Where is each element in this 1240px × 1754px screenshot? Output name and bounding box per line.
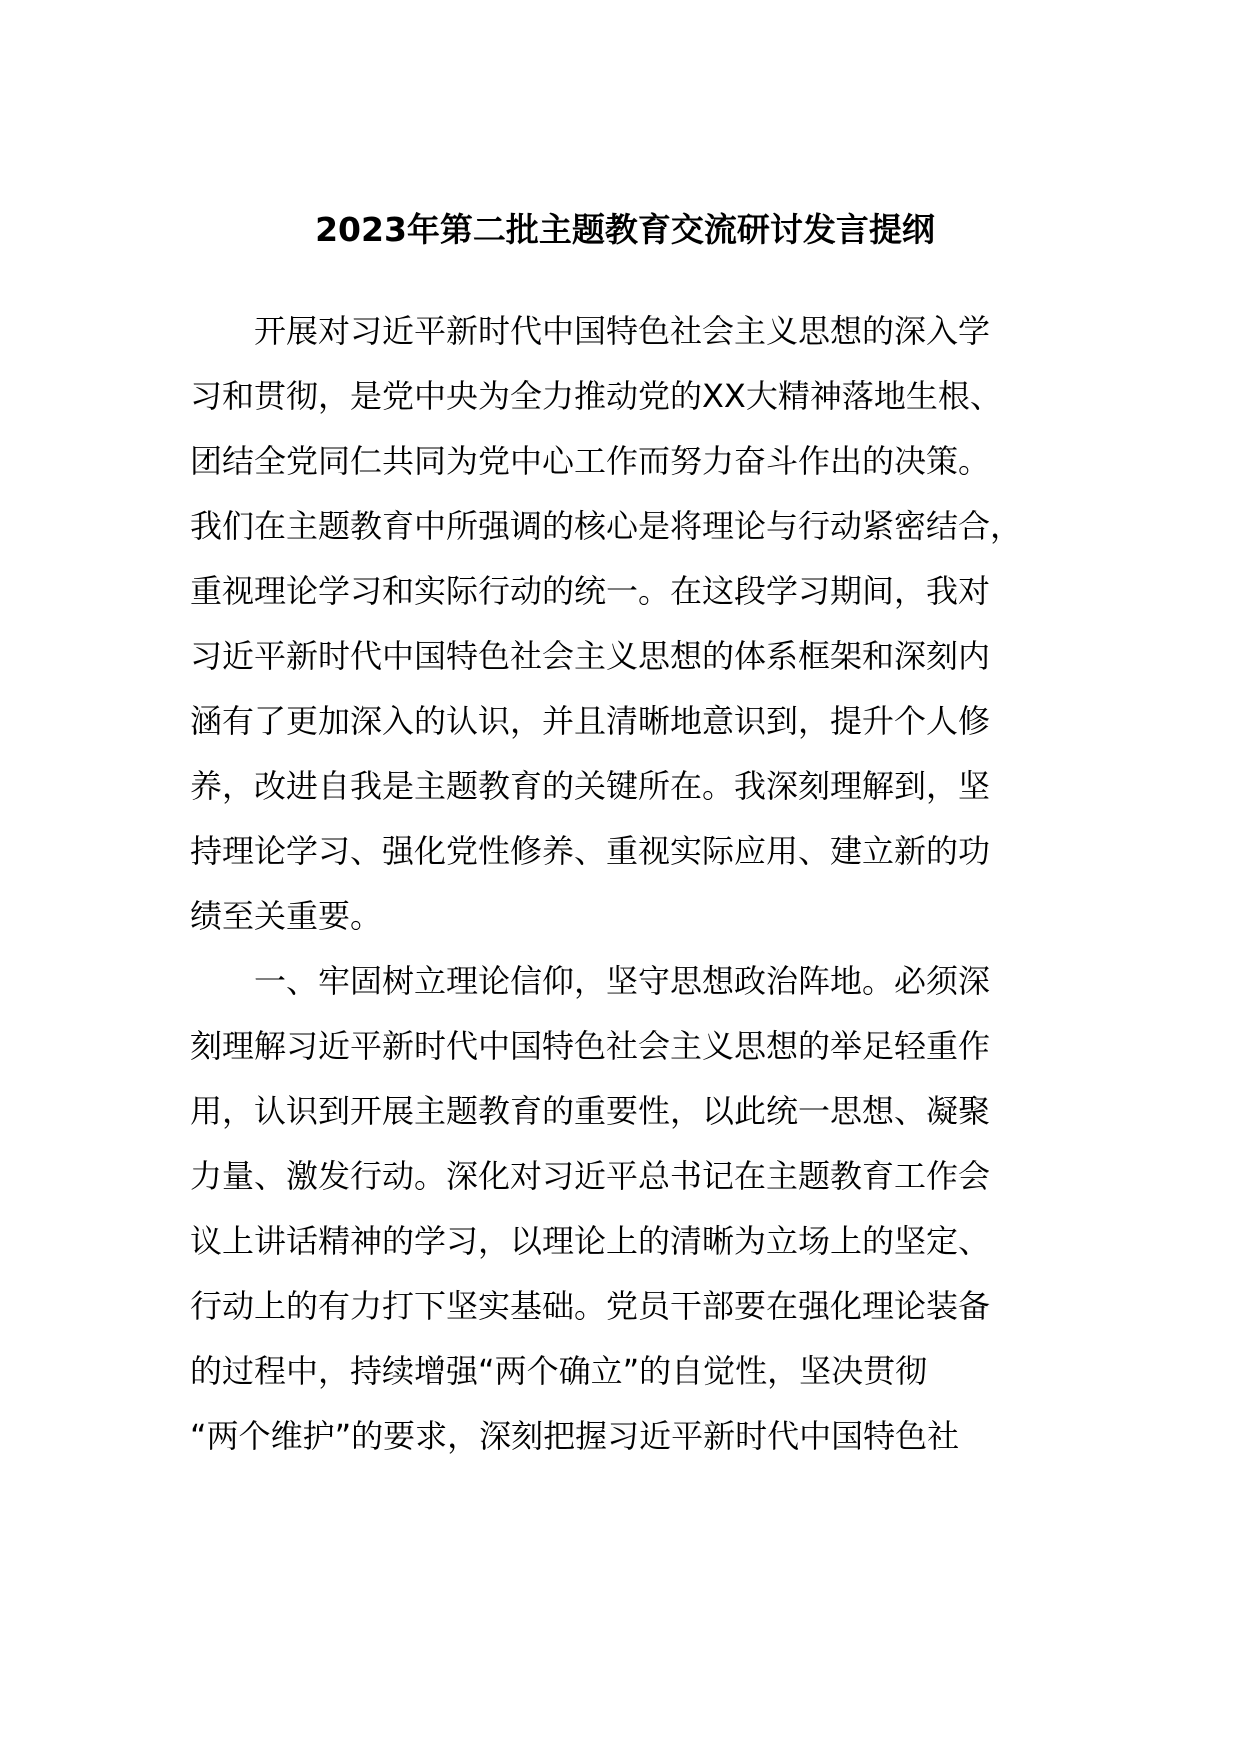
paragraph-line: “两个维护”的要求，深刻把握习近平新时代中国特色社	[190, 1417, 960, 1455]
paragraph-line: 养，改进自我是主题教育的关键所在。我深刻理解到，坚	[190, 767, 991, 805]
paragraph-line: 力量、激发行动。深化对习近平总书记在主题教育工作会	[190, 1157, 991, 1195]
paragraph-line: 涵有了更加深入的认识，并且清晰地意识到，提升个人修	[190, 702, 991, 740]
paragraph-line: 用，认识到开展主题教育的重要性，以此统一思想、凝聚	[190, 1092, 991, 1130]
paragraph-line: 习近平新时代中国特色社会主义思想的体系框架和深刻内	[190, 637, 991, 675]
paragraph-line: 刻理解习近平新时代中国特色社会主义思想的举足轻重作	[190, 1027, 991, 1065]
paragraph-line: 持理论学习、强化党性修养、重视实际应用、建立新的功	[190, 832, 991, 870]
paragraph-line: 行动上的有力打下坚实基础。党员干部要在强化理论装备	[190, 1287, 991, 1325]
paragraph-line: 重视理论学习和实际行动的统一。在这段学习期间，我对	[190, 572, 991, 610]
paragraph-line: 的过程中，持续增强“两个确立”的自觉性，坚决贯彻	[190, 1352, 928, 1390]
paragraph-line: 绩至关重要。	[190, 897, 383, 935]
paragraph-line: 团结全党同仁共同为党中心工作而努力奋斗作出的决策。	[190, 442, 991, 480]
paragraph-line: 议上讲话精神的学习，以理论上的清晰为立场上的坚定、	[190, 1222, 991, 1260]
document-title: 2023年第二批主题教育交流研讨发言提纲	[315, 210, 935, 249]
paragraph-line: 习和贯彻，是党中央为全力推动党的XX大精神落地生根、	[190, 377, 1002, 415]
paragraph-line: 开展对习近平新时代中国特色社会主义思想的深入学	[254, 312, 991, 350]
paragraph-line: 我们在主题教育中所强调的核心是将理论与行动紧密结合，	[190, 507, 1023, 545]
paragraph-line: 一、牢固树立理论信仰，坚守思想政治阵地。必须深	[254, 962, 991, 1000]
